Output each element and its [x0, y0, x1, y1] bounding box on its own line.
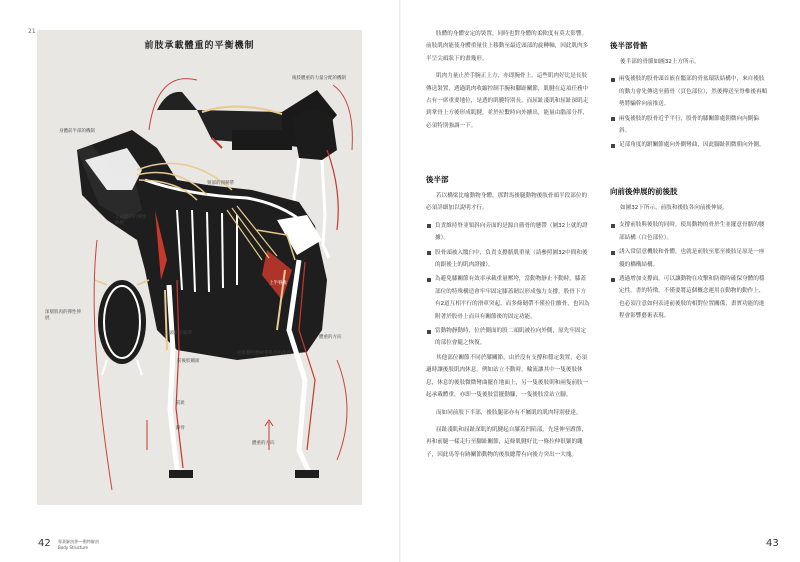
paragraph: 其他部位關節不同於膝關節，由於沒有支撐和穩定裝置，必須適時讓後肢肌肉休息。例如站立不動時，輪流讓其中一隻後肢休息，休息的後肢微微彎曲擺在地面上，另一隻後肢則和兩隻前肢一起承載體重，亦即一隻後肢當擺動腳，一隻後肢當站立腳。: [426, 354, 589, 399]
list-item: 兩隻後肢的股骨近乎平行，股骨的膝關節處朝微向內側偏斜。: [610, 113, 768, 138]
paragraph: 如圖32下所示，前肢和後肢各向前後伸展。: [620, 205, 728, 211]
label-hind-leg: 體重的方向: [319, 335, 342, 340]
page-tag: 21: [28, 28, 36, 35]
list-item: 兩隻後肢的股骨頭首嵌在髖部的骨盆環狀結構中，來自後肢的動力會先傳送至薦骨（頁色部位），然後傳送至脊椎後再順勢將騙幹向前推送。: [610, 73, 768, 110]
extension-section: [610, 202, 768, 325]
label-chest: 二頭肌的韌帶: [165, 331, 192, 336]
label-top-right: 後肢體重的力量分配的機制: [292, 76, 346, 81]
ribcage-cross-section: [95, 280, 149, 375]
label-hoof2: 蹄骨: [176, 426, 185, 431]
footer-note: [58, 539, 99, 551]
list-item: 足部角度的跗關節處向外側彎曲，因此腳趾朝微朝向外側。: [610, 139, 768, 151]
section-heading-skeleton: 後半部骨骼: [610, 41, 648, 50]
horse-anatomy-illustration: [37, 30, 362, 505]
label-ribs: 上半脊椎: [269, 281, 287, 286]
plate-title: 前肢承載體重的平衡機制: [144, 41, 255, 51]
paragraph: 肢體的身體安定的裝置，同時也對身體的柔軟度有莫大影響。前肢肌肉能使身體重量往上移動至最近頭部的旋轉軸，因此肌肉多半呈尖頭狀下的畫幾形。: [426, 31, 589, 62]
list-item: 支撐前肢與後肢的同時，使馬動物的骨於生並擺意骨骼的腰部結構（白色部位）。: [610, 219, 768, 244]
skeleton-bullet-list: [610, 73, 768, 151]
label-left-small: 深層肌肉的彈性伸展: [45, 310, 81, 321]
page-number-right: 43: [766, 538, 779, 549]
footer-line1: 專業解剖書──動物解剖: [58, 539, 99, 544]
intro-text: [426, 28, 591, 137]
paragraph: 肌肉力量止於手腕正上方，亦即腕骨上。這些肌肉好比是長肢傳送裝置，透過肌肉收縮控制手腕和腳趾關節，肌腱在這項任務中占有一席重要地位，是透的肌腱特別長，而屈趾淺肌和屈趾深肌走到掌骨上方後形成肌腱，並於拉繫時向外擴出，能量由腦部分拌，必須特別強調一下。: [426, 73, 589, 129]
label-upper-leg: 上前腿的的彈性伸展: [115, 215, 147, 226]
paragraph: 而如同前肢下半部，後肢腿部亦有不屬肌的肌肉特別發達。: [436, 409, 582, 416]
hind-section: [426, 190, 591, 466]
paragraph: 若以橋梁比喻動物身體，那對馬後腿動物後肢骨頭半段部位的必須詳細加以說明才行。: [426, 193, 588, 212]
page-number-left: 42: [38, 538, 51, 549]
label-neck: 頸部的頸韌帶: [207, 181, 234, 186]
list-item: 誘入常留意機肢和骨體，也就是前肢至那至後肢足原是一座優的橋構結構。: [610, 246, 768, 271]
label-mid-right: 屈肌腱和懸韌帶肌肉的作用: [237, 351, 291, 356]
page-gutter: [399, 0, 401, 562]
section-heading-hind: 後半部: [426, 175, 449, 184]
footer-line2: Body Structure: [58, 545, 88, 550]
hind-bullet-list: [426, 220, 591, 350]
label-hind-left: 前後肢關節: [177, 359, 200, 364]
label-hoof1: 前趾: [176, 401, 185, 406]
label-head-area: 身體前半部的機制: [59, 129, 95, 134]
paragraph: 後半部的骨骼如圖32上方所示。: [620, 59, 700, 65]
section-heading-extension: 向前後伸展的前後肢: [610, 187, 678, 196]
list-item: 當動物靜動時，位於側面的股二頭肌被拉向外側，原先牢固定的部位會隨之恢復。: [426, 325, 591, 350]
paragraph: 屈趾淺肌和屈趾深肌的肌腱起自膝蓋凹陷部，先延伸至跗節，再和前腿一樣走行至腳趾關節，這條肌腱好比一條拉伸很緊的繩子，因此馬等有跡關節動物的後肢總帶有向後方突出一大塊。: [426, 426, 588, 458]
extension-bullet-list: [610, 219, 768, 322]
list-item: 負責維持脊並領斜向旁面的是源自薦骨的懸帶（圖32上就的證據）。: [426, 220, 591, 245]
skeleton-section: [610, 56, 768, 154]
list-item: 透過增加支撐面，可以讓動物在攻擊和防衛時確保身體的穩定性。書的特徵，不僅要將這個概念運用在動物的動作上，也必須注意如何表達前後肢的相對位置關係，畫實功能的進程會影響藝術表現。: [610, 273, 768, 323]
anatomy-plate: [37, 30, 362, 505]
list-item: 為避免膝關節有效率承載重量壓垮，當動物靜止不動時，膝蓋部位的特殊構造會牢牢固定膝蓋韌以形成強力支撐，股骨下方有2道互相平行的滑車突起，而多條韌帶不僅拉住髕骨，也因為附著於股骨上而具有關節後的固定功能。: [426, 273, 591, 323]
list-item: 股骨頭被入髖臼中，負責支撐骼肌重量（請參照圖32中間和後的跟後上的肌肉證據）。: [426, 247, 591, 272]
label-stay: 體重的方向: [252, 441, 275, 446]
